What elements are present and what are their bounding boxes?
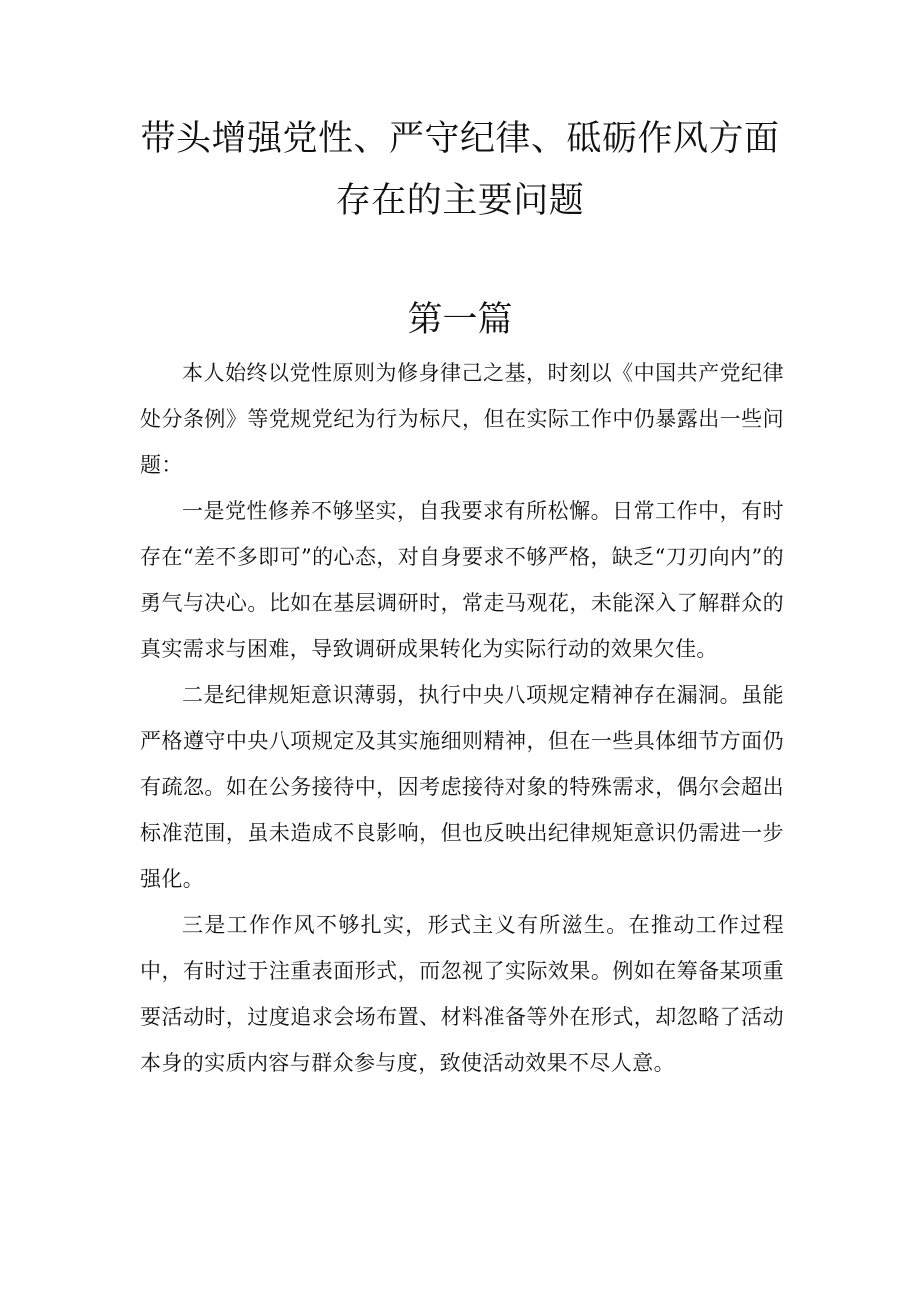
section-heading: 第一篇 — [407, 300, 513, 340]
document-title — [140, 108, 780, 232]
paragraph-intro: 本人始终以党性原则为修身律己之基，时刻以《中国共产党纪律处分条例》等党规党纪为行为标尺，但在实际工作中仍暴露出一些问题： — [140, 361, 784, 477]
document-body — [140, 350, 784, 1086]
paragraph-point-1: 一是党性修养不够坚实，自我要求有所松懈。日常工作中，有时存在“差不多即可”的心态，对自身要求不够严格，缺乏“刀刃向内”的勇气与决心。比如在基层调研时，常走马观花，未能深入了解群众的真实需求与困难，导致调研成果转化为实际行动的效果欠佳。 — [140, 499, 784, 661]
title-line-2: 存在的主要问题 — [335, 181, 585, 221]
paragraph-point-2: 二是纪律规矩意识薄弱，执行中央八项规定精神存在漏洞。虽能严格遵守中央八项规定及其实施细则精神，但在一些具体细节方面仍有疏忽。如在公务接待中，因考虑接待对象的特殊需求，偶尔会超出标准范围，虽未造成不良影响，但也反映出纪律规矩意识仍需进一步强化。 — [140, 683, 784, 891]
paragraph-point-3: 三是工作作风不够扎实，形式主义有所滋生。在推动工作过程中，有时过于注重表面形式，而忽视了实际效果。例如在筹备某项重要活动时，过度追求会场布置、材料准备等外在形式，却忽略了活动本身的实质内容与群众参与度，致使活动效果不尽人意。 — [140, 913, 784, 1075]
title-line-1: 带头增强党性、严守纪律、砥砺作风方面 — [140, 119, 780, 159]
